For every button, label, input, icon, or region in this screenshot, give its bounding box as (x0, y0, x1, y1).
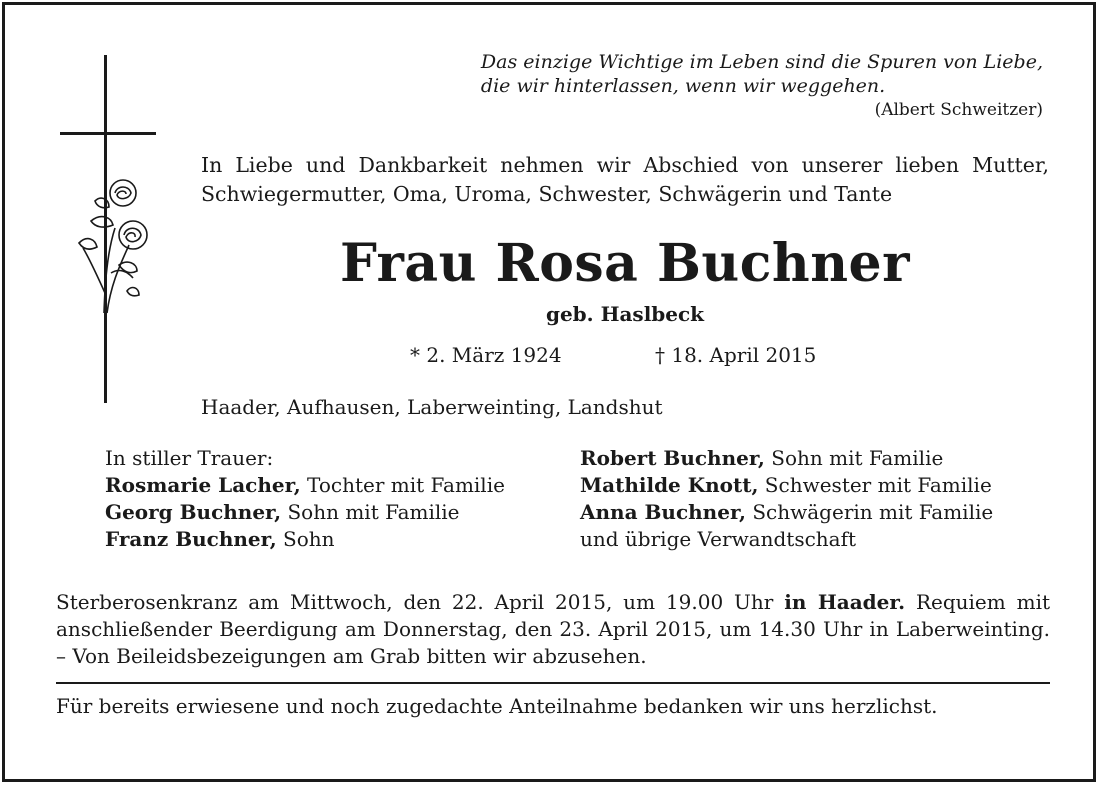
cross-horizontal-bar (60, 132, 156, 135)
mourners-heading: In stiller Trauer: (105, 446, 274, 470)
quote-author: (Albert Schweitzer) (874, 100, 1043, 120)
mourner-entry: Franz Buchner, Sohn (105, 527, 335, 551)
quote-block (481, 50, 1043, 122)
service-details: Sterberosenkranz am Mittwoch, den 22. April 2015, um 19.00 Uhr in Haader. Requiem mit anschließender Beerdigung am Donnerstag, den 23. April 2015, um 14.30 Uhr in Laberweinting. – Von Beileidsbezeigungen am Grab bitten wir abzusehen. (56, 590, 1051, 668)
quote-line-1: Das einzige Wichtige im Leben sind die Spuren von Liebe, (480, 51, 1043, 73)
places-of-residence: Haader, Aufhausen, Laberweinting, Landshut (201, 395, 663, 419)
mourner-entry: Robert Buchner, Sohn mit Familie (580, 446, 944, 470)
death-date: † 18. April 2015 (655, 343, 817, 367)
obituary-notice (2, 2, 1096, 782)
mourners-left-column (105, 445, 505, 553)
mourner-entry: Mathilde Knott, Schwester mit Familie (580, 473, 992, 497)
deceased-name: Frau Rosa Buchner (340, 233, 910, 294)
mourners-right-column (580, 445, 993, 553)
quote-line-2: die wir hinterlassen, wenn wir weggehen. (480, 75, 886, 97)
other-relatives: und übrige Verwandtschaft (580, 527, 857, 551)
intro-text: In Liebe und Dankbarkeit nehmen wir Abschied von unserer lieben Mutter, Schwiegermutter, Oma, Uroma, Schwester, Schwägerin und Tante (201, 153, 1049, 206)
mourner-entry: Anna Buchner, Schwägerin mit Familie (580, 500, 994, 524)
thanks-text: Für bereits erwiesene und noch zugedachte Anteilnahme bedanken wir uns herzlichst. (56, 694, 938, 718)
mourner-entry: Georg Buchner, Sohn mit Familie (105, 500, 460, 524)
mourner-entry: Rosmarie Lacher, Tochter mit Familie (105, 473, 505, 497)
divider-line (56, 682, 1050, 684)
birth-name: geb. Haslbeck (545, 302, 705, 326)
birth-date: * 2. März 1924 (410, 343, 562, 367)
service-location: in Haader. (784, 590, 906, 614)
roses-icon (71, 173, 151, 323)
